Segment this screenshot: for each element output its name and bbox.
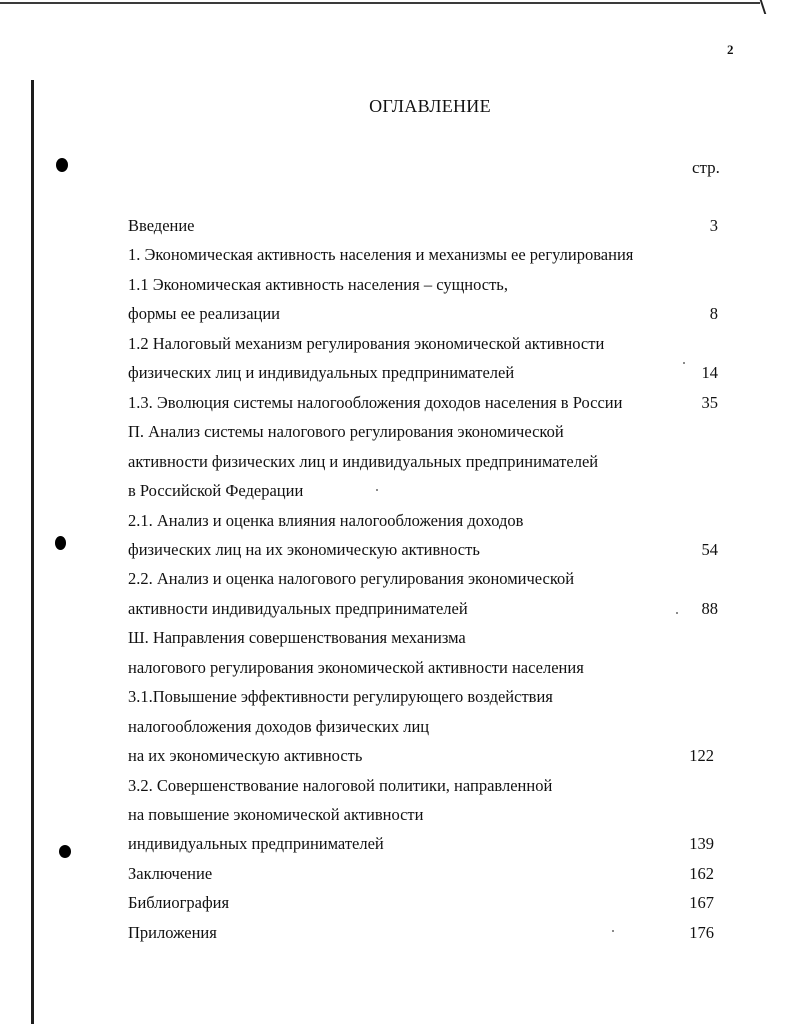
page-number: 2: [727, 42, 734, 57]
toc-entry: [128, 479, 728, 503]
toc-entry: [128, 744, 728, 768]
toc-entry-title: П. Анализ системы налогового регулирования экономической: [128, 422, 564, 441]
punch-hole-mark: [55, 536, 66, 550]
toc-entry-page: 167: [689, 893, 714, 912]
toc-entry-title: на их экономическую активность: [128, 746, 363, 765]
toc-entry-title: физических лиц и индивидуальных предпринимателей: [128, 363, 515, 382]
toc-entry-title: Библиография: [128, 893, 230, 912]
toc-entry-title: 1.3. Эволюция системы налогообложения доходов населения в России: [128, 393, 623, 412]
toc-entry: [128, 862, 728, 886]
punch-hole-mark: [59, 845, 71, 858]
toc-entry: [128, 891, 728, 915]
toc-entry: [128, 450, 728, 474]
toc-entry: [128, 332, 728, 356]
toc-entry: [128, 685, 728, 709]
toc-entry: [128, 420, 728, 444]
toc-entry: [128, 774, 728, 798]
toc-entry-title: 3.2. Совершенствование налоговой политики, направленной: [128, 776, 553, 795]
scan-top-edge-line: [0, 2, 760, 4]
toc-entry: [128, 214, 728, 238]
toc-entry-page: 176: [689, 923, 714, 942]
toc-entry: [128, 509, 728, 533]
scan-binding-edge: [31, 80, 34, 1024]
toc-entry-page: 3: [709, 216, 718, 235]
toc-entry-title: формы ее реализации: [128, 304, 281, 323]
toc-entry-title: Введение: [128, 216, 195, 235]
page-title: ОГЛАВЛЕНИЕ: [369, 96, 491, 116]
toc-entry: [128, 391, 728, 415]
toc-entry-title: налогового регулирования экономической активности населения: [128, 658, 584, 677]
toc-entry-title: физических лиц на их экономическую активность: [128, 540, 480, 559]
toc-entry-title: 2.1. Анализ и оценка влияния налогообложения доходов: [128, 511, 524, 530]
toc-entry: [128, 656, 728, 680]
toc-entry-title: 2.2. Анализ и оценка налогового регулирования экономической: [128, 569, 575, 588]
toc-entry-title: налогообложения доходов физических лиц: [128, 717, 430, 736]
toc-entry-title: 1.1 Экономическая активность населения – сущность,: [128, 275, 508, 294]
toc-entry-page: 35: [701, 393, 718, 412]
toc-entry-title: активности индивидуальных предпринимателей: [128, 599, 468, 618]
page-column-header: стр.: [692, 158, 720, 177]
toc-entry: [128, 243, 728, 267]
toc-entry: [128, 832, 728, 856]
toc-entry: [128, 597, 728, 621]
toc-entry: [128, 567, 728, 591]
toc-entry: [128, 626, 728, 650]
toc-entry-title: 1. Экономическая активность населения и механизмы ее регулирования: [128, 245, 634, 264]
scan-corner-mark: [750, 0, 767, 14]
toc-entry-page: 162: [689, 864, 714, 883]
toc-entry-title: 1.2 Налоговый механизм регулирования экономической активности: [128, 334, 605, 353]
toc-entry-page: 139: [689, 834, 714, 853]
toc-entry-page: 8: [709, 304, 718, 323]
toc-entry-title: индивидуальных предпринимателей: [128, 834, 384, 853]
punch-hole-mark: [56, 158, 68, 172]
toc-entry: [128, 538, 728, 562]
toc-entry: [128, 273, 728, 297]
toc-entry-title: 3.1.Повышение эффективности регулирующего воздействия: [128, 687, 553, 706]
toc-entry: [128, 361, 728, 385]
toc-entry-title: Заключение: [128, 864, 213, 883]
toc-entry-page: 88: [701, 599, 718, 618]
toc-entry-page: 14: [701, 363, 718, 382]
toc-entry-page: 122: [689, 746, 714, 765]
toc-entry-page: 54: [701, 540, 718, 559]
toc-entry: [128, 715, 728, 739]
toc-entry: [128, 803, 728, 827]
toc-entry-title: Приложения: [128, 923, 217, 942]
toc-entry-title: в Российской Федерации: [128, 481, 304, 500]
toc-entry: [128, 302, 728, 326]
toc-entry-title: активности физических лиц и индивидуальных предпринимателей: [128, 452, 599, 471]
toc-entry-title: на повышение экономической активности: [128, 805, 424, 824]
toc-entry-title: Ш. Направления совершенствования механизма: [128, 628, 466, 647]
toc-entry: [128, 921, 728, 945]
